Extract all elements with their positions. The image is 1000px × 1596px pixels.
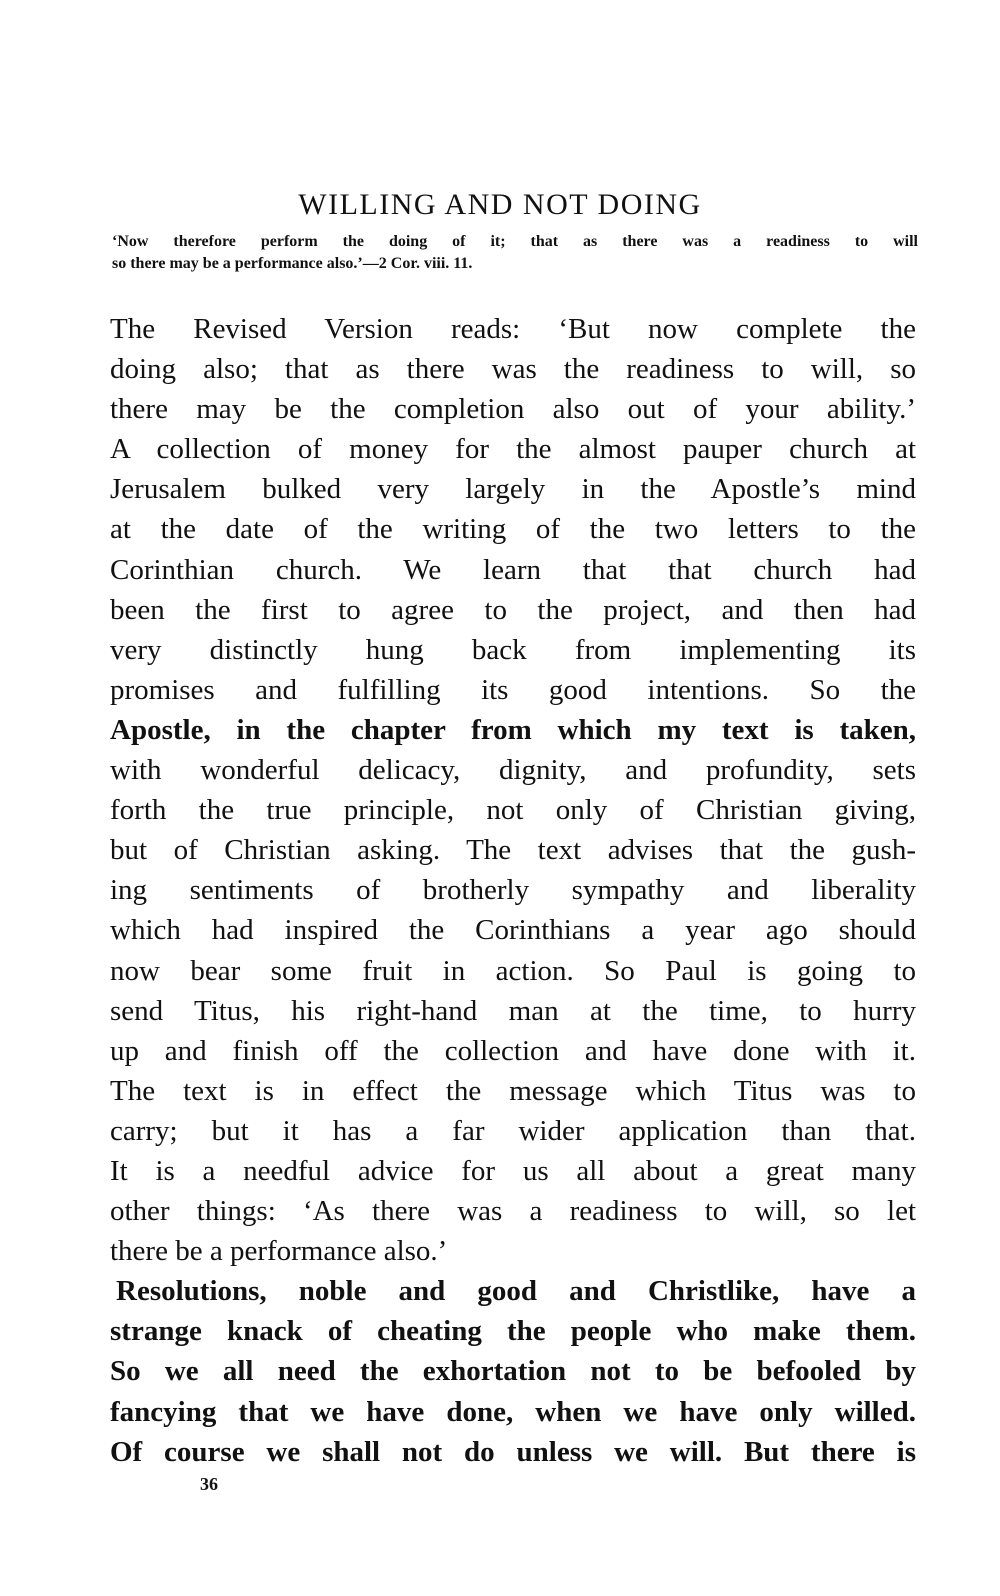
text-line: Resolutions, noble and good and Christlike, have a <box>116 1275 916 1308</box>
page-number: 36 <box>200 1474 218 1494</box>
text-line: ing sentiments of brotherly sympathy and liberality <box>110 874 916 907</box>
epigraph-line: so there may be a performance also.’—2 Cor. viii. 11. <box>112 255 473 272</box>
text-line: which had inspired the Corinthians a year ago should <box>110 914 916 947</box>
text-line: The text is in effect the message which Titus was to <box>110 1074 916 1107</box>
paragraph-2 <box>110 1271 916 1471</box>
text-line: there be a performance also.’ <box>110 1235 448 1268</box>
text-line: carry; but it has a far wider application than that. <box>110 1114 916 1147</box>
epigraph <box>112 231 918 275</box>
text-line: Of course we shall not do unless we will. But there is <box>110 1435 916 1468</box>
text-line: send Titus, his right-hand man at the time, to hurry <box>110 994 916 1027</box>
text-line: A collection of money for the almost pauper church at <box>110 433 916 466</box>
text-line: promises and fulfilling its good intentions. So the <box>110 673 916 706</box>
text-line: The Revised Version reads: ‘But now complete the <box>110 313 916 345</box>
body-text <box>110 309 916 1472</box>
text-line: up and finish off the collection and have done with it. <box>110 1034 916 1067</box>
text-line: very distinctly hung back from implementing its <box>110 633 916 666</box>
text-line: doing also; that as there was the readiness to will, so <box>110 353 916 386</box>
text-line: other things: ‘As there was a readiness to will, so let <box>110 1195 916 1228</box>
text-line: fancying that we have done, when we have only willed. <box>110 1395 916 1428</box>
text-line: strange knack of cheating the people who make them. <box>110 1315 916 1348</box>
paragraph-1 <box>110 309 916 1271</box>
text-line: with wonderful delicacy, dignity, and profundity, sets <box>110 754 916 787</box>
text-line: but of Christian asking. The text advises that the gush- <box>110 834 916 867</box>
text-line: It is a needful advice for us all about a great many <box>110 1154 916 1187</box>
text-line: Corinthian church. We learn that that church had <box>110 553 916 586</box>
chapter-title: WILLING AND NOT DOING <box>298 188 702 222</box>
text-line: Jerusalem bulked very largely in the Apostle’s mind <box>110 473 916 506</box>
text-line: been the first to agree to the project, and then had <box>110 593 916 626</box>
epigraph-line: ‘Now therefore perform the doing of it; that as there was a readiness to will <box>112 233 918 250</box>
text-line: at the date of the writing of the two letters to the <box>110 513 916 546</box>
text-line: forth the true principle, not only of Christian giving, <box>110 794 916 827</box>
text-line: now bear some fruit in action. So Paul is going to <box>110 954 916 987</box>
text-line: there may be the completion also out of your ability.’ <box>110 393 916 426</box>
text-line: So we all need the exhortation not to be befooled by <box>110 1355 916 1388</box>
text-line: Apostle, in the chapter from which my text is taken, <box>110 713 916 746</box>
